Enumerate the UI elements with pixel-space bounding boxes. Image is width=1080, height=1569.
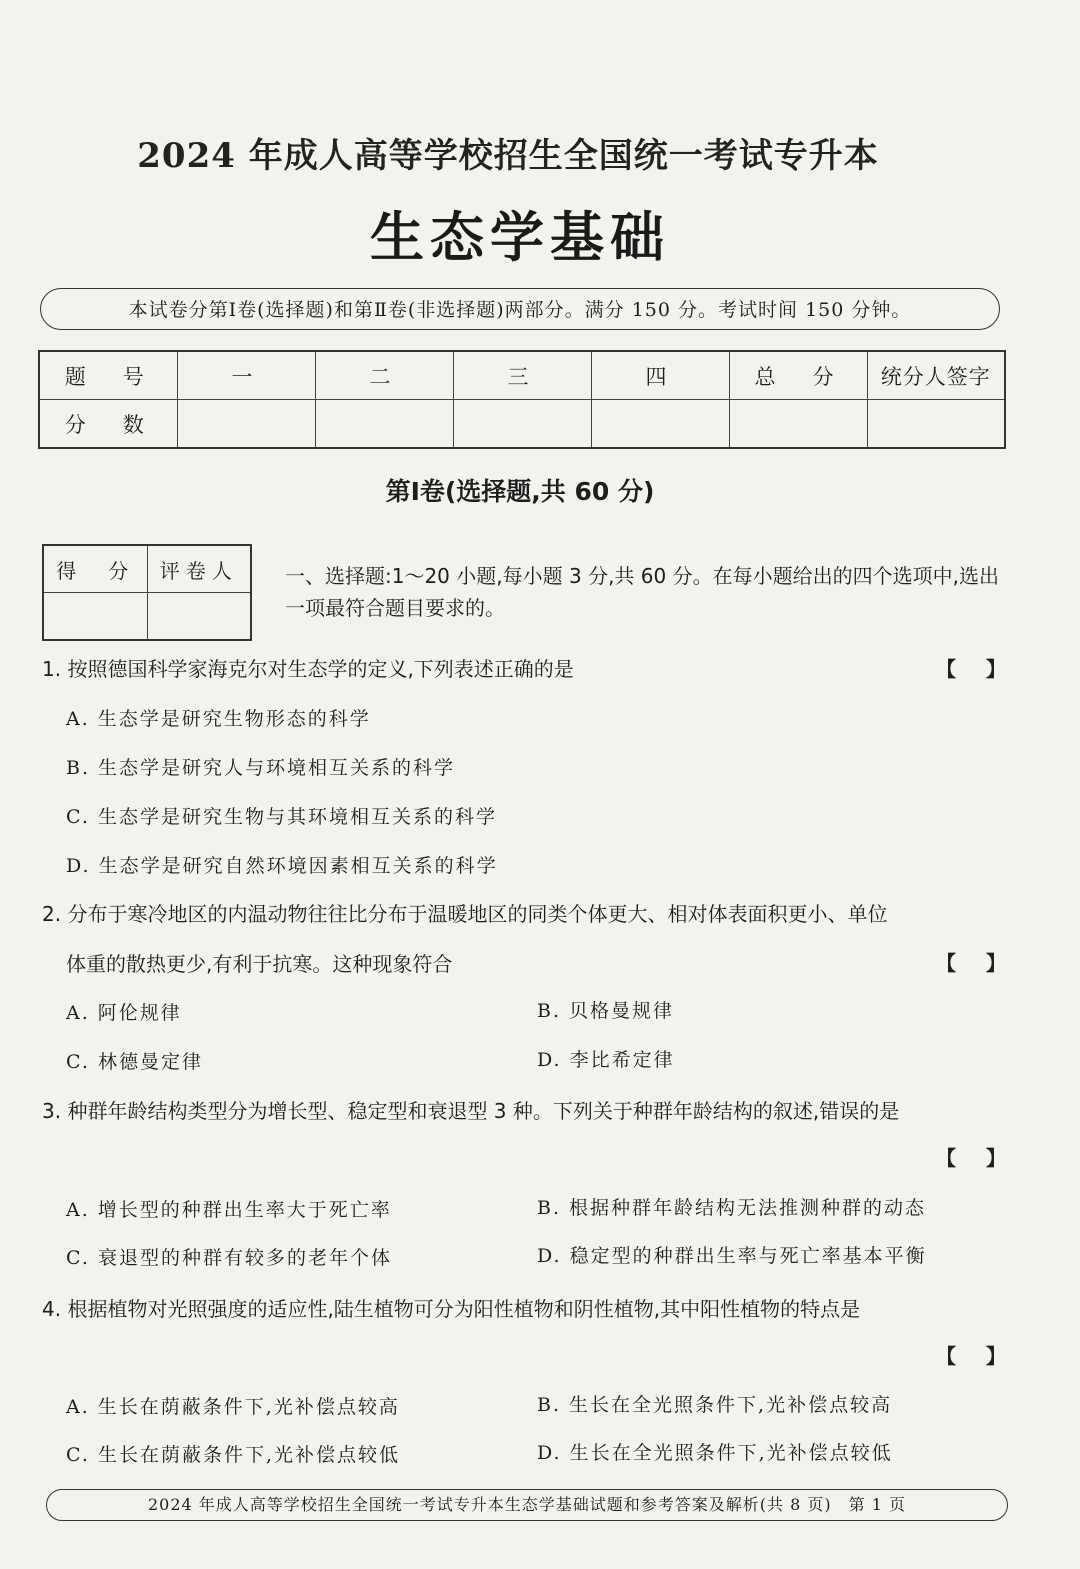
score-input-3[interactable]	[453, 400, 591, 449]
score-cell-label: 题 号	[39, 351, 177, 400]
score-cell-section-4: 四	[591, 351, 729, 400]
score-table	[38, 350, 1006, 449]
bracket-close: 】	[986, 951, 1006, 975]
grader-score-input[interactable]	[43, 593, 147, 641]
score-table-score-row	[39, 400, 1005, 449]
answer-bracket-3[interactable]	[936, 1142, 1006, 1171]
score-row-label: 分 数	[39, 400, 177, 449]
score-cell-section-2: 二	[315, 351, 453, 400]
score-table-header-row	[39, 351, 1005, 400]
question-1-stem: 1. 按照德国科学家海克尔对生态学的定义,下列表述正确的是	[42, 657, 574, 681]
bracket-open: 【	[936, 951, 956, 975]
score-cell-section-3: 三	[453, 351, 591, 400]
question-3-option-b[interactable]: B. 根据种群年龄结构无法推测种群的动态	[537, 1197, 927, 1219]
grader-name-label: 评卷人	[147, 545, 251, 593]
score-cell-total: 总 分	[729, 351, 867, 400]
question-3-option-a[interactable]: A. 增长型的种群出生率大于死亡率	[66, 1199, 392, 1221]
question-3-stem: 3. 种群年龄结构类型分为增长型、稳定型和衰退型 3 种。下列关于种群年龄结构的叙述,错误的是	[42, 1099, 900, 1123]
question-1-option-a[interactable]: A. 生态学是研究生物形态的科学	[66, 708, 371, 730]
bracket-close: 】	[986, 657, 1006, 681]
grader-table	[42, 544, 252, 641]
score-input-signature[interactable]	[867, 400, 1005, 449]
question-4-option-a[interactable]: A. 生长在荫蔽条件下,光补偿点较高	[66, 1396, 400, 1418]
score-input-4[interactable]	[591, 400, 729, 449]
question-1-option-b[interactable]: B. 生态学是研究人与环境相互关系的科学	[66, 757, 456, 779]
bracket-open: 【	[936, 1344, 956, 1368]
question-2-option-a[interactable]: A. 阿伦规律	[66, 1002, 182, 1024]
question-4-option-c[interactable]: C. 生长在荫蔽条件下,光补偿点较低	[66, 1444, 400, 1466]
score-input-2[interactable]	[315, 400, 453, 449]
question-2-stem-line2: 体重的散热更少,有利于抗寒。这种现象符合	[66, 952, 453, 976]
question-4-option-b[interactable]: B. 生长在全光照条件下,光补偿点较高	[537, 1394, 893, 1416]
question-1-option-c[interactable]: C. 生态学是研究生物与其环境相互关系的科学	[66, 806, 497, 828]
bracket-close: 】	[986, 1344, 1006, 1368]
question-2-stem-line1: 2. 分布于寒冷地区的内温动物往往比分布于温暖地区的同类个体更大、相对体表面积更小、单位	[42, 902, 888, 926]
bracket-open: 【	[936, 657, 956, 681]
page-footer: 2024 年成人高等学校招生全国统一考试专升本生态学基础试题和参考答案及解析(共 8 页) 第 1 页	[46, 1489, 1008, 1521]
question-1-option-d[interactable]: D. 生态学是研究自然环境因素相互关系的科学	[66, 855, 498, 877]
bracket-close: 】	[986, 1146, 1006, 1170]
section-title: 第Ⅰ卷(选择题,共 60 分)	[385, 477, 655, 506]
question-2-option-b[interactable]: B. 贝格曼规律	[537, 1000, 675, 1022]
bracket-open: 【	[936, 1146, 956, 1170]
grader-name-input[interactable]	[147, 593, 251, 641]
question-4-stem: 4. 根据植物对光照强度的适应性,陆生植物可分为阳性植物和阴性植物,其中阳性植物的特点是	[42, 1297, 861, 1321]
question-3-option-d[interactable]: D. 稳定型的种群出生率与死亡率基本平衡	[537, 1245, 927, 1267]
question-2-option-d[interactable]: D. 李比希定律	[537, 1049, 675, 1071]
score-input-total[interactable]	[729, 400, 867, 449]
question-2-option-c[interactable]: C. 林德曼定律	[66, 1051, 203, 1073]
score-cell-signature: 统分人签字	[867, 351, 1005, 400]
grader-score-label: 得 分	[43, 545, 147, 593]
question-3-option-c[interactable]: C. 衰退型的种群有较多的老年个体	[66, 1247, 392, 1269]
question-4-option-d[interactable]: D. 生长在全光照条件下,光补偿点较低	[537, 1442, 893, 1464]
exam-title: 2024 年成人高等学校招生全国统一考试专升本	[137, 136, 879, 176]
answer-bracket-1[interactable]	[936, 653, 1006, 682]
subject-title: 生态学基础	[370, 206, 670, 269]
exam-notice: 本试卷分第Ⅰ卷(选择题)和第Ⅱ卷(非选择题)两部分。满分 150 分。考试时间 150 分钟。	[40, 288, 1000, 330]
answer-bracket-4[interactable]	[936, 1340, 1006, 1369]
answer-bracket-2[interactable]	[936, 947, 1006, 976]
score-input-1[interactable]	[177, 400, 315, 449]
section-instructions: 一、选择题:1～20 小题,每小题 3 分,共 60 分。在每小题给出的四个选项中,选出一项最符合题目要求的。	[285, 564, 999, 620]
score-cell-section-1: 一	[177, 351, 315, 400]
